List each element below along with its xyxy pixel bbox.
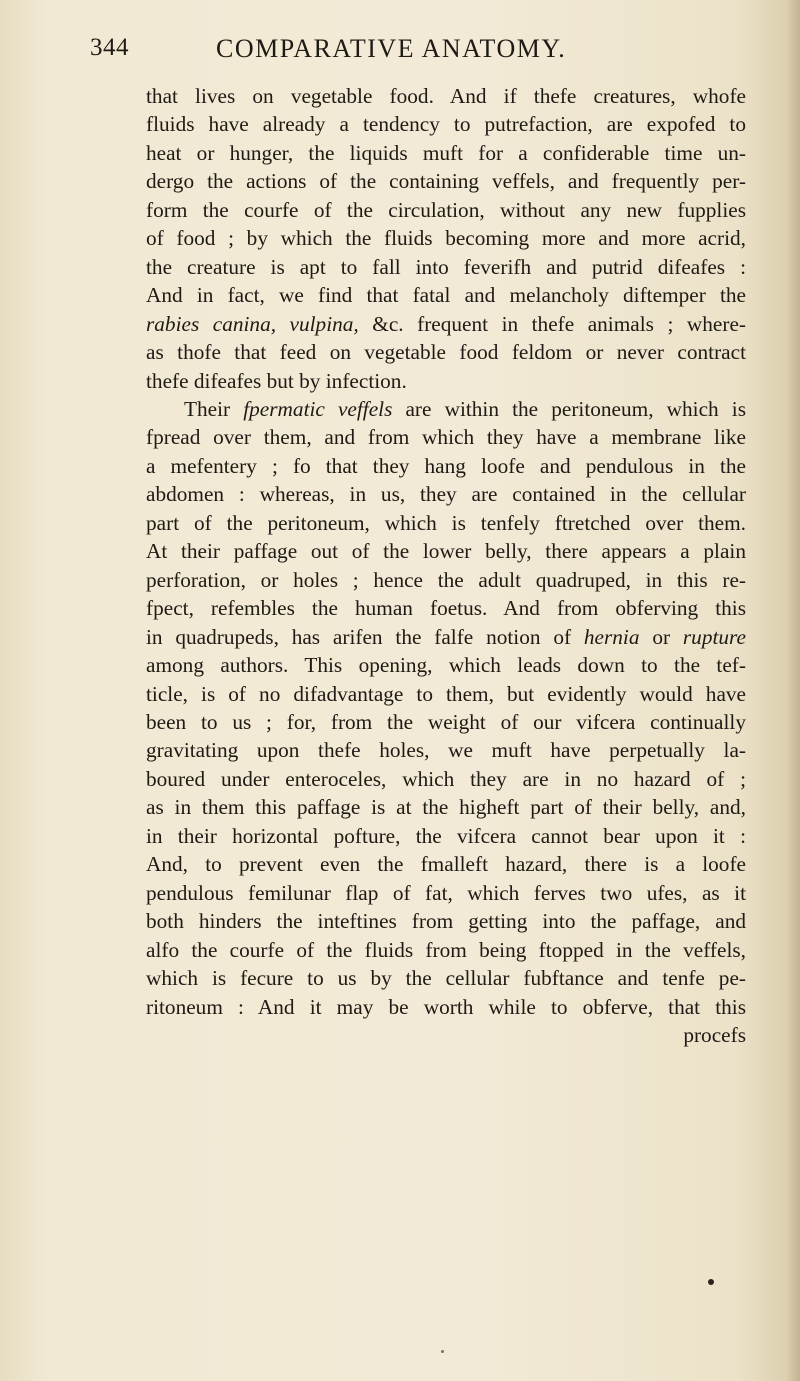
- text-line: [146, 594, 746, 622]
- line-text: fpread over them, and from which they have a membrane like: [146, 425, 746, 450]
- text-line: [146, 623, 746, 651]
- line-text: dergo the actions of the containing veffels, and frequently per-: [146, 169, 746, 194]
- line-text: both hinders the inteftines from getting into the paffage, and: [146, 909, 746, 934]
- text-line: [146, 964, 746, 992]
- text-line: [146, 367, 746, 395]
- italic-term: rupture: [682, 624, 746, 649]
- line-text: boured under enteroceles, which they are in no hazard of ;: [146, 766, 746, 791]
- line-text: procefs: [683, 1022, 746, 1047]
- text-line: [146, 224, 746, 252]
- line-text: that lives on vegetable food. And if thefe creatures, whofe: [146, 84, 746, 108]
- text-line: [146, 196, 746, 224]
- line-text: form the courfe of the circulation, without any new fupplies: [146, 197, 746, 222]
- line-text: And in fact, we find that fatal and melancholy diftemper the: [146, 283, 746, 308]
- line-text: the creature is apt to fall into feverifh and putrid difeafes :: [146, 254, 746, 279]
- line-text: gravitating upon thefe holes, we muft have perpetually la-: [146, 738, 746, 763]
- line-text: as thofe that feed on vegetable food feldom or never contract: [146, 340, 746, 365]
- line-text: ticle, is of no difadvantage to them, but evidently would have: [146, 681, 746, 706]
- text-line: [146, 167, 746, 195]
- page-header: [90, 34, 730, 74]
- line-text: among authors. This opening, which leads down to the tef-: [146, 653, 746, 678]
- text-line: [146, 822, 746, 850]
- text-line: [146, 139, 746, 167]
- line-text: thefe difeafes but by infection.: [146, 368, 407, 393]
- line-text: in their horizontal pofture, the vifcera cannot bear upon it :: [146, 823, 746, 848]
- text-line: [146, 82, 746, 110]
- line-text: in quadrupeds, has arifen the falfe notion of: [146, 624, 584, 649]
- line-text: And, to prevent even the fmalleft hazard, there is a loofe: [146, 852, 746, 877]
- text-line: [146, 993, 746, 1021]
- line-text: abdomen : whereas, in us, they are contained in the cellular: [146, 482, 746, 507]
- text-line: [146, 281, 746, 309]
- text-line: [146, 509, 746, 537]
- line-text: as in them this paffage is at the higheft part of their belly, and,: [146, 795, 746, 820]
- text-line: [146, 338, 746, 366]
- line-text: of food ; by which the fluids becoming more and more acrid,: [146, 226, 746, 251]
- catchword: [146, 1021, 746, 1049]
- text-line: [146, 480, 746, 508]
- line-text: At their paffage out of the lower belly, there appears a plain: [146, 539, 746, 564]
- line-text: pendulous femilunar flap of fat, which ferves two ufes, as it: [146, 880, 746, 905]
- text-line: [146, 395, 746, 423]
- text-line: [146, 765, 746, 793]
- text-line: [146, 110, 746, 138]
- line-text: Their: [184, 396, 244, 421]
- text-line: [146, 879, 746, 907]
- line-text: part of the peritoneum, which is tenfely ftretched over them.: [146, 510, 746, 535]
- page-edge-shadow: [786, 0, 800, 1381]
- line-text: fluids have already a tendency to putrefaction, are expofed to: [146, 112, 746, 137]
- text-line: [146, 423, 746, 451]
- text-line: [146, 566, 746, 594]
- text-line: [146, 708, 746, 736]
- line-text: fpect, refembles the human foetus. And from obferving this: [146, 596, 746, 621]
- line-text: ritoneum : And it may be worth while to obferve, that this: [146, 994, 746, 1019]
- text-line: [146, 310, 746, 338]
- line-text: alfo the courfe of the fluids from being ftopped in the veffels,: [146, 937, 746, 962]
- line-text: a mefentery ; fo that they hang loofe and pendulous in the: [146, 453, 746, 478]
- text-line: [146, 537, 746, 565]
- line-text: perforation, or holes ; hence the adult quadruped, in this re-: [146, 567, 746, 592]
- page-number: 344: [90, 34, 129, 61]
- italic-term: hernia: [583, 624, 640, 649]
- line-text: heat or hunger, the liquids muft for a confiderable time un-: [146, 140, 746, 165]
- line-text: &c. frequent in thefe animals ; where-: [358, 311, 746, 336]
- text-line: [146, 936, 746, 964]
- text-line: [146, 651, 746, 679]
- text-line: [146, 850, 746, 878]
- italic-term: fpermatic veffels: [243, 396, 393, 421]
- running-head: COMPARATIVE ANATOMY.: [216, 34, 567, 63]
- ink-speck: [708, 1279, 714, 1285]
- text-line: [146, 253, 746, 281]
- italic-term: rabies canina, vulpina,: [146, 311, 359, 336]
- ink-speck: [441, 1350, 444, 1353]
- body-text: [146, 82, 746, 1049]
- text-line: [146, 680, 746, 708]
- line-text: been to us ; for, from the weight of our vifcera continually: [146, 709, 746, 734]
- line-text: are within the peritoneum, which is: [392, 396, 746, 421]
- text-line: [146, 793, 746, 821]
- line-text: which is fecure to us by the cellular fubftance and tenfe pe-: [146, 966, 746, 991]
- text-line: [146, 736, 746, 764]
- text-line: [146, 452, 746, 480]
- text-line: [146, 907, 746, 935]
- line-text: or: [639, 624, 683, 649]
